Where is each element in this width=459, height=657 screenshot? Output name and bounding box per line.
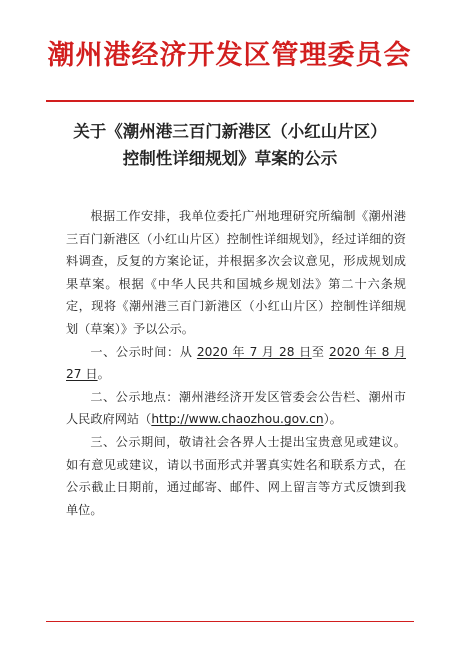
item-feedback: 三、公示期间，敬请社会各界人士提出宝贵意见或建议。如有意见或建议，请以书面形式并署真实姓名和联系方式，在公示截止日期前，通过邮寄、邮件、网上留言等方式反馈到我单位。: [66, 434, 406, 517]
footer-divider: [46, 621, 414, 622]
item-2-prefix: 二、公示地点：潮州港经济开发区管委会公告栏、潮州市人民政府网站（: [66, 389, 406, 427]
item-publicity-period: [66, 341, 406, 386]
letterhead-divider: [46, 100, 414, 102]
intro-paragraph: 根据工作安排，我单位委托广州地理研究所编制《潮州港三百门新港区（小红山片区）控制性详细规划》，经过详细的资料调查，反复的方案论证，并根据多次会议意见，形成规划成果草案。根据《中华人民共和国城乡规划法》第二十六条规定，现将《潮州港三百门新港区（小红山片区）控制性详细规划（草案）》予以公示。: [66, 209, 406, 336]
notice-body: [66, 205, 406, 521]
notice-title-line-2: 控制性详细规划》草案的公示: [122, 149, 338, 168]
notice-title-line-1: 关于《潮州港三百门新港区（小红山片区）: [73, 122, 387, 141]
government-website-link[interactable]: http://www.chaozhou.gov.cn: [151, 412, 324, 427]
letterhead-title: 潮州港经济开发区管理委员会: [47, 40, 412, 71]
item-1-suffix: 。: [97, 367, 110, 382]
notice-title: [30, 118, 430, 172]
item-2-suffix: ）。: [323, 412, 342, 427]
item-1-prefix: 一、公示时间：从: [90, 344, 197, 359]
start-date: 2020 年 7 月 28 日: [196, 344, 312, 359]
end-date: 2020 年 8 月 27 日: [66, 344, 406, 382]
item-1-middle: 至: [311, 344, 329, 359]
item-publicity-location: [66, 386, 406, 431]
